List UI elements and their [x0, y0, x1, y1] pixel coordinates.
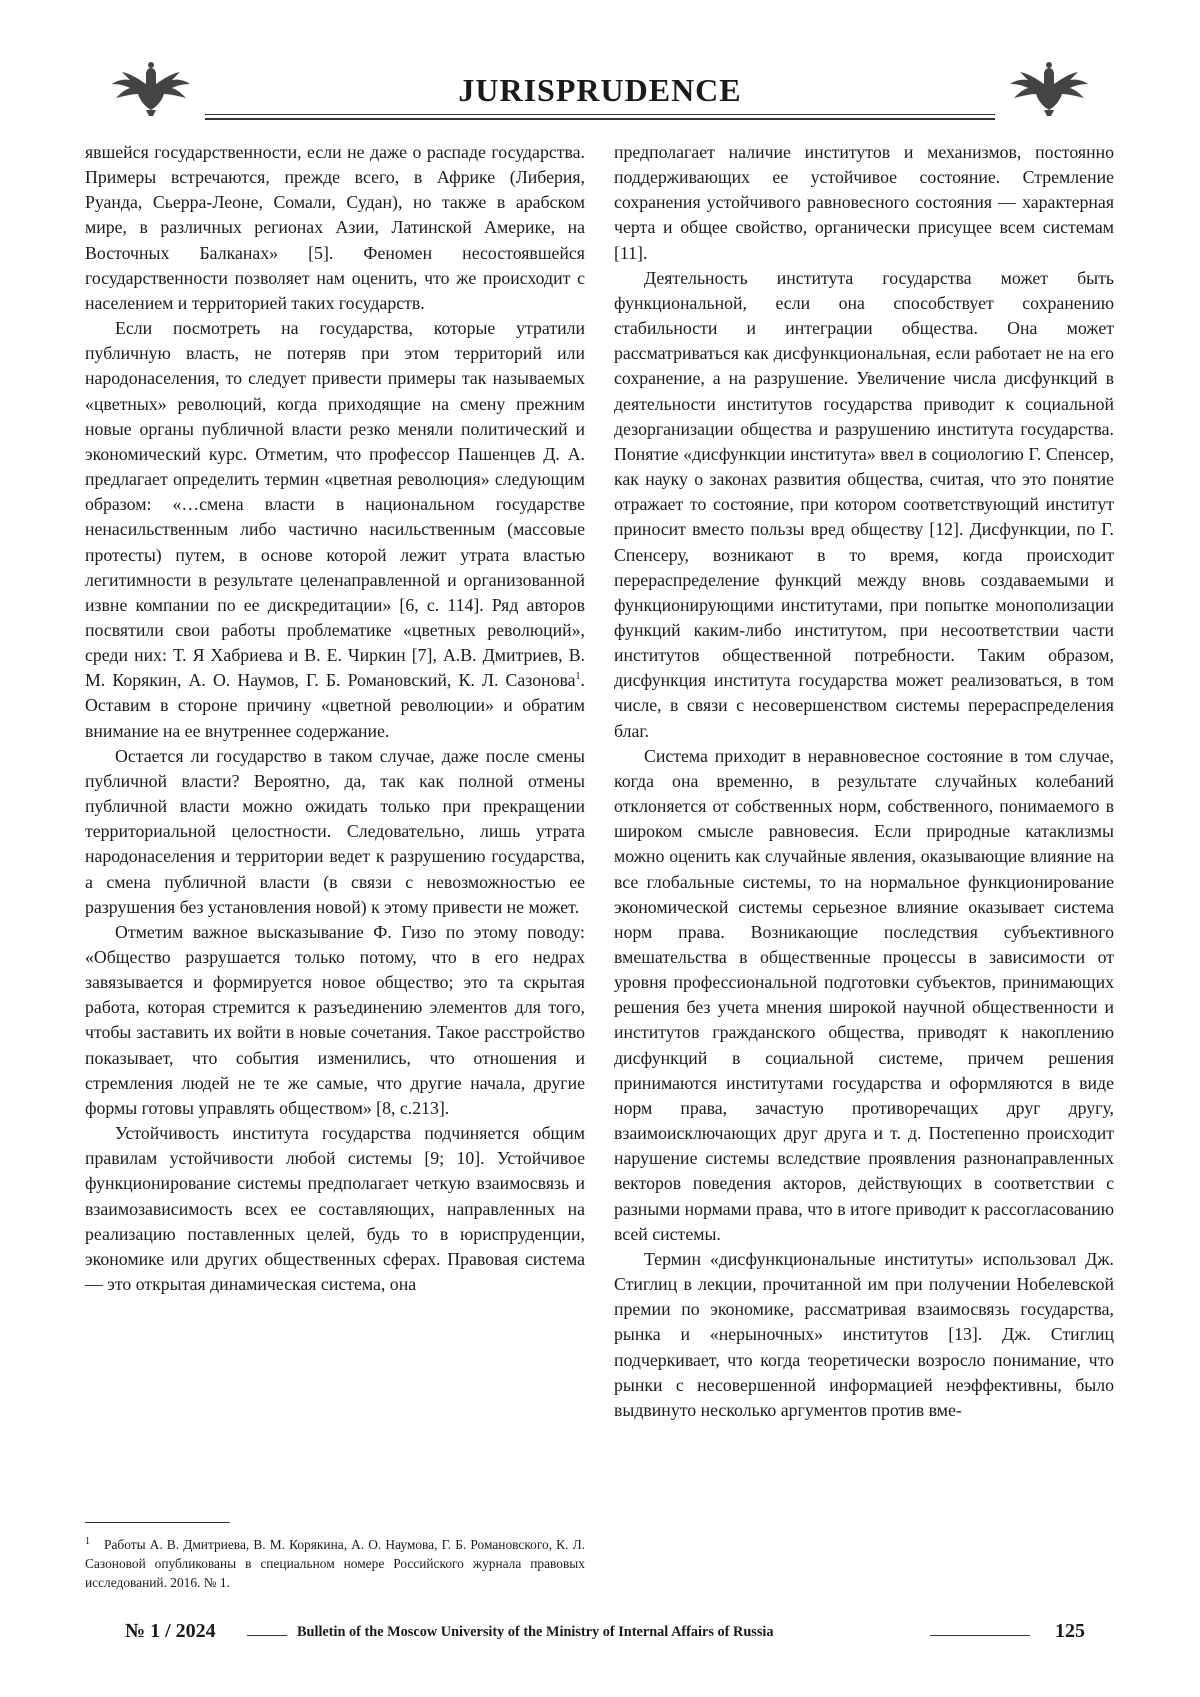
- paragraph: Остается ли государство в таком случае, даже после смены публичной власти? Вероятно, да, так как полной отмены публичной власти можно ожидать только при прекращении территориальной целостности. Следовательно, лишь утрата народонаселения и территории ведет к разрушению государства, а смена публичной власти (в связи с невозможностью ее разрушения без установления новой) к этому привести не может.: [85, 744, 585, 920]
- paragraph: Термин «дисфункциональные институты» использовал Дж. Стиглиц в лекции, прочитанной им при получении Нобелевской премии по экономике, рассматривая взаимосвязь государства, рынка и «нерыночных» институтов [13]. Дж. Стиглиц подчеркивает, что когда теоретически возросло понимание, что рынки с несовершенной информацией неэффективны, было выдвинуто несколько аргументов против вме-: [614, 1247, 1114, 1423]
- paragraph: Система приходит в неравновесное состояние в том случае, когда она временно, в результате случайных колебаний отклоняется от собственных норм, собственного, понимаемого в широком смысле равновесия. Если природные катаклизмы можно оценить как случайные явления, оказывающие влияние на все глобальные системы, то на нормальное функционирование экономической системы серьезное влияние оказывает система норм права. Возникающие последствия субъективного вмешательства в общественные процессы в зависимости от уровня профессиональной подготовки субъектов, принимающих решения без учета мнения широкой научной общественности и институтов гражданского общества, приводят к накоплению дисфункций в социальной системе, причем решения принимаются институтами государства и оформляются в виде норм права, зачастую противоречащих друг другу, взаимоисключающих друг друга и т. д. Постепенно происходит нарушение системы вследствие проявления разнонаправленных векторов поведения акторов, действующих в соответствии с разными нормами права, что в итоге приводит к рассогласованию всей системы.: [614, 744, 1114, 1247]
- journal-name: Bulletin of the Moscow University of the Ministry of Internal Affairs of Russia: [297, 1624, 774, 1641]
- footnote-text: Работы А. В. Дмитриева, В. М. Корякина, А. О. Наумова, Г. Б. Романовского, К. Л. Сазоновой опубликованы в специальном номере Российского журнала правовых исследований. 2016. № 1.: [85, 1537, 585, 1590]
- journal-section-title: JURISPRUDENCE: [110, 72, 1090, 109]
- footnote-separator: [85, 1522, 230, 1523]
- page-footer: [125, 1620, 1085, 1648]
- paragraph-text: Если посмотреть на государства, которые утратили публичную власть, не потеряв при этом территорий или народонаселения, то следует привести примеры так называемых «цветных» революций, когда приходящие на смену прежним новые органы публичной власти резко меняли политический и экономический курс. Отметим, что профессор Пашенцев Д. А. предлагает определить термин «цветная революция» следующим образом: «…смена власти в национальном государстве ненасильственным либо частично насильственным (массовые протесты) путем, в основе которой лежит утрата властью легитимности в результате целенаправленной и организованной извне компании по ее дискредитации» [6, с. 114]. Ряд авторов посвятили свои работы проблематике «цветных революций», среди них: Т. Я Хабриева и В. Е. Чиркин [7], А.В. Дмитриев, В. М. Корякин, А. О. Наумов, Г. Б. Романовский, К. Л. Сазонова: [85, 318, 585, 690]
- issue-number: № 1 / 2024: [125, 1620, 216, 1643]
- header-rule: [205, 114, 995, 115]
- double-headed-eagle-icon: [1008, 60, 1090, 118]
- footnote-reference[interactable]: 1: [576, 671, 581, 682]
- paragraph: предполагает наличие институтов и механизмов, постоянно поддерживающих ее устойчивое состояние. Стремление сохранения устойчивого равновесного состояния — характерная черта и общее свойство, органически присущее всем системам [11].: [614, 140, 1114, 266]
- paragraph: [85, 316, 585, 744]
- paragraph: явшейся государственности, если не даже о распаде государства. Примеры встречаются, прежде всего, в Африке (Либерия, Руанда, Сьерра-Леоне, Сомали, Судан), но также в арабском мире, в различных регионах Азии, Латинской Америке, на Восточных Балканах» [5]. Феномен несостоявшейся государственности позволяет нам оценить, что же происходит с населением и территорией таких государств.: [85, 140, 585, 316]
- page-number: 125: [1055, 1620, 1085, 1643]
- footer-rule: [930, 1635, 1030, 1636]
- footnote: [85, 1535, 585, 1592]
- page-header: [110, 62, 1090, 122]
- right-column: [614, 140, 1114, 1423]
- footer-rule: [247, 1635, 287, 1636]
- paragraph-text: . Оставим в стороне причину «цветной революции» и обратим внимание на ее внутреннее содержание.: [85, 670, 585, 740]
- left-column: [85, 140, 585, 1297]
- paragraph: Отметим важное высказывание Ф. Гизо по этому поводу: «Общество разрушается только потому, что в его недрах завязывается и формируется новое общество; это та скрытая работа, которая стремится к разъединению элементов для того, чтобы заставить их войти в новые сочетания. Такое расстройство показывает, что события изменились, что отношения и стремления людей не те же самые, что другие начала, другие формы готовы управлять обществом» [8, с.213].: [85, 920, 585, 1121]
- header-rule: [205, 118, 995, 120]
- paragraph: Устойчивость института государства подчиняется общим правилам устойчивости любой системы [9; 10]. Устойчивое функционирование системы предполагает четкую взаимосвязь и взаимозависимость всех ее составляющих, направленных на реализацию поставленных целей, будь то в юриспруденции, экономике или других общественных сферах. Правовая система — это открытая динамическая система, она: [85, 1121, 585, 1297]
- paragraph: Деятельность института государства может быть функциональной, если она способствует сохранению стабильности и интеграции общества. Она может рассматриваться как дисфункциональная, если работает не на его сохранение, а на разрушение. Увеличение числа дисфункций в деятельности институтов государства приводит к социальной дезорганизации общества и разрушению института государства. Понятие «дисфункции института» ввел в социологию Г. Спенсер, как науку о законах развития общества, считая, что это понятие отражает то состояние, при котором соответствующий институт приносит вместо пользы вред обществу [12]. Дисфункции, по Г. Спенсеру, возникают в то время, когда происходит перераспределение функций между вновь создаваемыми и функционирующими институтами, при попытке монополизации функций каким-либо институтом, при несоответствии части институтов общественной потребности. Таким образом, дисфункция института государства может реализоваться, в том числе, в связи с несовершенством системы перераспределения благ.: [614, 266, 1114, 744]
- footnote-number: 1: [85, 1536, 90, 1547]
